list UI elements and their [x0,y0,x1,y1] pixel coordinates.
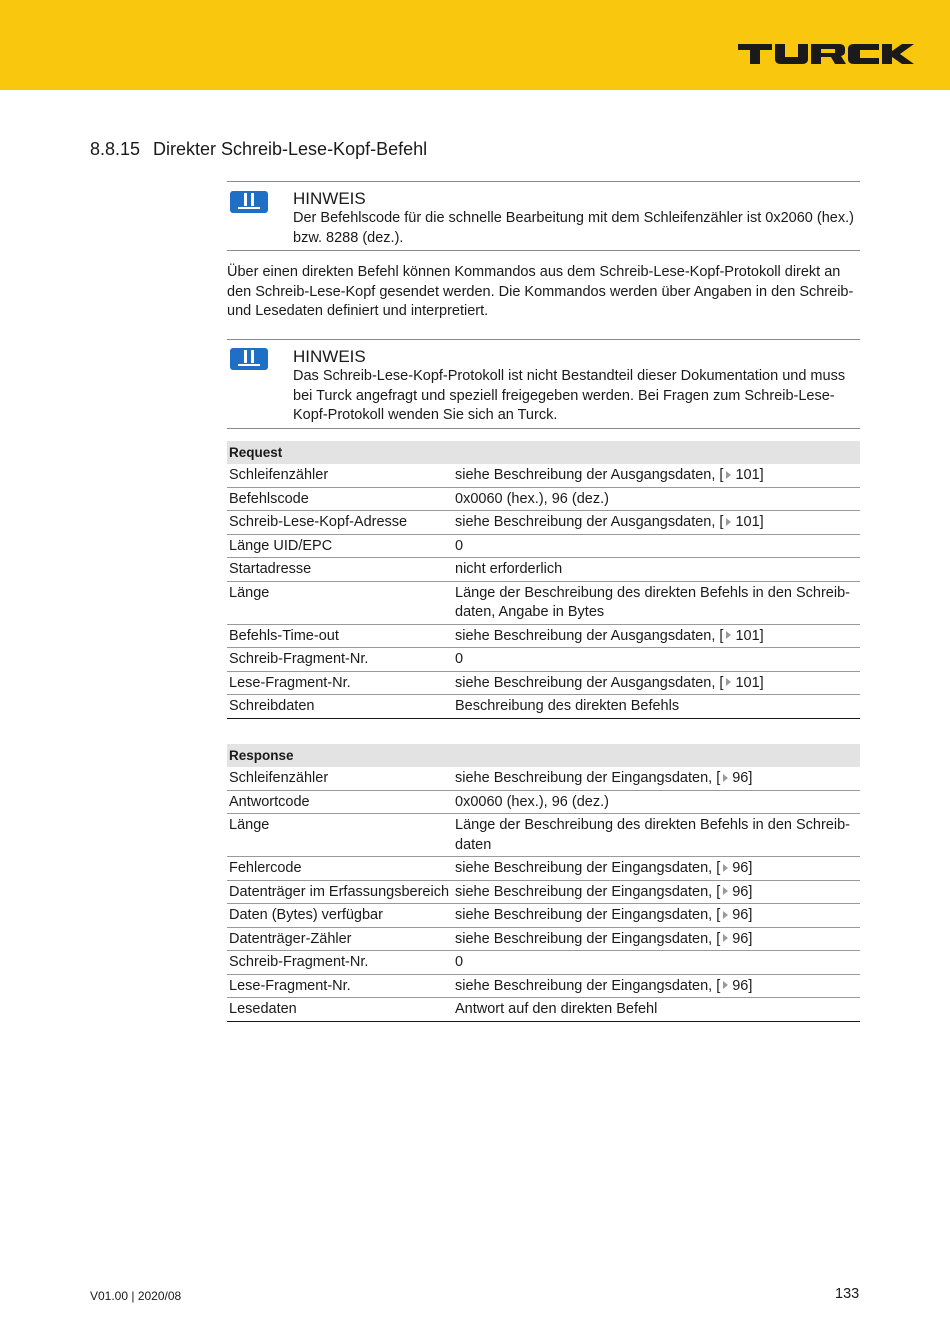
note-title: HINWEIS [293,347,366,366]
cross-ref-bracket: [ [716,860,721,876]
table-row [227,857,860,881]
note-text: Das Schreib-Lese-Kopf-Protokoll ist nicht Bestandteil dieser Dokumentation und muss bei Turck angefragt und speziell freigegeben werden. Bei Fragen zum Schreib-Lese-Kopf-Protokoll wenden Sie sich an Turck. [293,368,846,423]
table-heading: Response [227,744,860,767]
row-label: Datenträger-Zähler [227,927,453,951]
row-value [453,464,860,487]
cross-ref-bracket: [ [716,883,721,900]
table-row [227,624,860,648]
row-value [453,624,860,648]
row-value [453,974,860,998]
note-box [227,339,860,429]
row-value [453,998,860,1022]
note-title: HINWEIS [293,189,366,208]
row-value [453,814,860,857]
section-number: 8.8.15 [90,139,141,159]
row-label: Schreibdaten [227,695,453,719]
row-value-text: siehe Beschreibung der Eingangsdaten, [455,977,713,994]
row-value [453,951,860,975]
row-value-text: Länge der Beschreibung des direkten Befehls in den Schreib-daten, Angabe in Bytes [455,584,850,620]
cross-ref-arrow-icon [726,631,731,639]
table-row [227,951,860,975]
row-value [453,695,860,719]
section-title: Direkter Schreib-Lese-Kopf-Befehl [153,139,428,159]
cross-ref-arrow-icon [723,911,728,919]
row-label: Schreib-Lese-Kopf-Adresse [227,511,453,535]
row-value [453,904,860,928]
row-value [453,767,860,790]
row-label: Fehlercode [227,857,453,881]
row-label: Befehlscode [227,487,453,511]
row-value-text: 0 [455,537,464,554]
request-table [227,441,860,719]
row-value-text: 0x0060 (hex.), 96 (dez.) [455,490,609,507]
row-value [453,790,860,814]
row-value-text: siehe Beschreibung der Ausgangsdaten, [455,514,716,530]
row-value-text: siehe Beschreibung der Ausgangsdaten, [455,674,716,691]
cross-ref-arrow-icon [723,887,728,895]
row-value [453,857,860,881]
row-value-text: 0 [455,651,464,667]
table-row [227,904,860,928]
note-text: Der Befehlscode für die schnelle Bearbeitung mit dem Schleifenzähler ist 0x2060 (hex.) bzw. 8288 (dez.). [293,210,854,246]
row-value [453,581,860,624]
table-row [227,581,860,624]
row-label: Schreib-Fragment-Nr. [227,648,453,672]
table-row [227,767,860,790]
cross-ref-link[interactable]: 101] [735,514,764,530]
response-table [227,744,860,1022]
cross-ref-bracket: [ [719,674,724,691]
cross-ref-link[interactable]: 96] [732,883,753,900]
row-value [453,534,860,558]
row-label: Lese-Fragment-Nr. [227,671,453,695]
body-paragraph: Über einen direkten Befehl können Kommandos aus dem Schreib-Lese-Kopf-Protokoll direkt an den Schreib-Lese-Kopf gesendet werden. Die Kommandos werden über Angaben in den Schreib- und Lesedaten definiert und interpretiert. [227,264,854,319]
row-value-text: siehe Beschreibung der Eingangsdaten, [455,883,713,900]
row-label: Länge UID/EPC [227,534,453,558]
table-row [227,880,860,904]
section-heading [90,139,427,160]
row-label: Antwortcode [227,790,453,814]
row-value-text: siehe Beschreibung der Eingangsdaten, [455,930,713,947]
row-label: Datenträger im Erfassungsbereich [227,880,453,904]
row-value-text: siehe Beschreibung der Eingangsdaten, [455,860,713,876]
cross-ref-bracket: [ [719,514,724,530]
table-row [227,558,860,582]
row-label: Daten (Bytes) verfügbar [227,904,453,928]
cross-ref-arrow-icon [726,678,731,686]
row-value [453,558,860,582]
cross-ref-bracket: [ [719,467,724,483]
row-label: Länge [227,814,453,857]
row-value-text: siehe Beschreibung der Eingangsdaten, [455,907,713,923]
row-label: Lese-Fragment-Nr. [227,974,453,998]
row-value [453,511,860,535]
table-row [227,648,860,672]
table-row [227,671,860,695]
page-header-bar [0,0,950,90]
cross-ref-link[interactable]: 101] [735,467,764,483]
table-row [227,974,860,998]
table-row [227,927,860,951]
cross-ref-link[interactable]: 96] [732,860,753,876]
table-row [227,487,860,511]
row-label: Startadresse [227,558,453,582]
manual-book-icon [229,190,269,214]
cross-ref-link[interactable]: 101] [735,674,764,691]
row-label: Befehls-Time-out [227,624,453,648]
table-row [227,998,860,1022]
table-row [227,534,860,558]
row-value-text: siehe Beschreibung der Eingangsdaten, [455,770,713,786]
table-heading: Request [227,441,860,464]
row-value-text: nicht erforderlich [455,561,563,577]
cross-ref-bracket: [ [716,770,721,786]
cross-ref-link[interactable]: 96] [732,930,753,947]
cross-ref-bracket: [ [716,907,721,923]
cross-ref-arrow-icon [723,774,728,782]
row-value-text: Beschreibung des direkten Befehls [455,698,680,714]
table-row [227,814,860,857]
cross-ref-arrow-icon [723,934,728,942]
row-value [453,671,860,695]
cross-ref-arrow-icon [726,471,731,479]
footer-version: V01.00 | 2020/08 [90,1289,182,1303]
turck-logo [738,44,914,64]
table-row [227,695,860,719]
cross-ref-bracket: [ [716,930,721,947]
row-value-text: siehe Beschreibung der Ausgangsdaten, [455,467,716,483]
cross-ref-link[interactable]: 96] [732,907,753,923]
cross-ref-link[interactable]: 96] [732,977,753,994]
row-value-text: Länge der Beschreibung des direkten Befehls in den Schreib-daten [455,817,850,853]
row-label: Lesedaten [227,998,453,1022]
table-row [227,464,860,487]
cross-ref-link[interactable]: 96] [732,770,753,786]
row-value [453,648,860,672]
row-value-text: 0x0060 (hex.), 96 (dez.) [455,793,609,810]
row-label: Schreib-Fragment-Nr. [227,951,453,975]
cross-ref-arrow-icon [726,518,731,526]
row-value [453,487,860,511]
cross-ref-link[interactable]: 101] [735,627,764,644]
cross-ref-arrow-icon [723,981,728,989]
cross-ref-bracket: [ [719,627,724,644]
manual-book-icon [229,347,269,371]
cross-ref-arrow-icon [723,864,728,872]
row-value [453,880,860,904]
note-box [227,181,860,251]
table-row [227,511,860,535]
row-value [453,927,860,951]
cross-ref-bracket: [ [716,977,721,994]
row-value-text: Antwort auf den direkten Befehl [455,1001,658,1017]
row-value-text: 0 [455,954,464,970]
row-label: Länge [227,581,453,624]
table-row [227,790,860,814]
row-value-text: siehe Beschreibung der Ausgangsdaten, [455,627,716,644]
row-label: Schleifenzähler [227,767,453,790]
row-label: Schleifenzähler [227,464,453,487]
page-number: 133 [835,1286,860,1302]
